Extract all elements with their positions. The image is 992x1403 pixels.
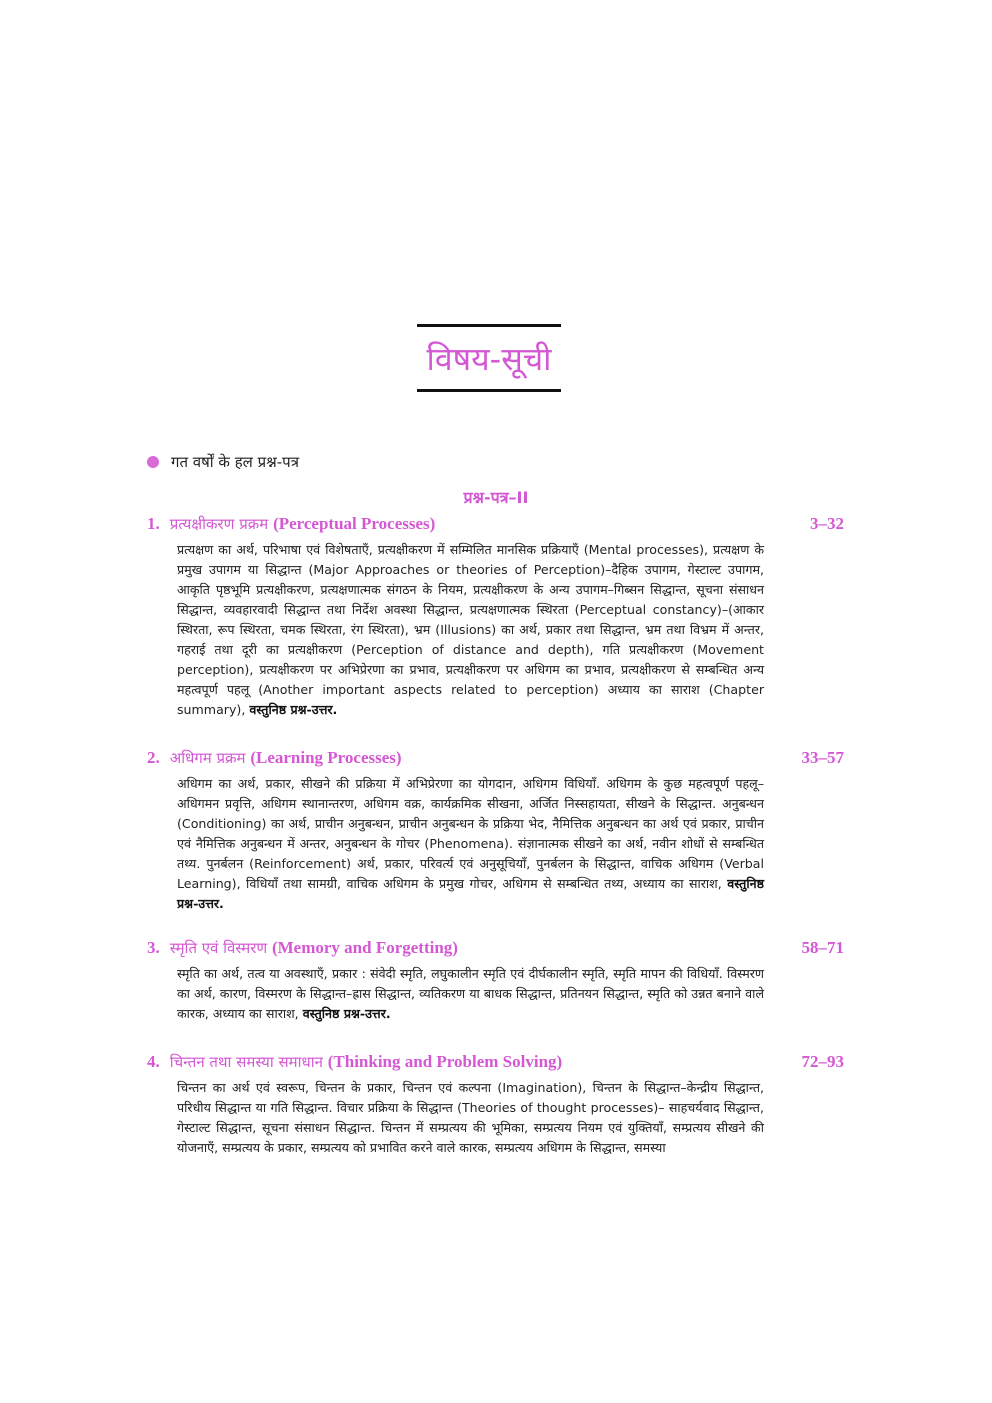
chapter-description-text: प्रत्यक्षण का अर्थ, परिभाषा एवं विशेषताएँ, प्रत्यक्षीकरण में सम्मिलित मानसिक प्रक्रियाएँ (Mental processes), प्रत्यक्षण के प्रमुख उपागम या सिद्धान्त (Major Approaches or theories of Perception)–दैहिक उपागम, गेस्टाल्ट उपागम, आकृति पृष्ठभूमि प्रत्यक्षीकरण, प्रत्यक्षणात्मक संगठन के नियम, प्रत्यक्षीकरण के अन्य उपागम–गिब्सन सिद्धान्त, सूचना संसाधन सिद्धान्त, व्यवहारवादी सिद्धान्त तथा निर्देश अवस्था सिद्धान्त, प्रत्यक्षणात्मक स्थिरता (Perceptual constancy)–(आकार स्थिरता, रूप स्थिरता, चमक स्थिरता, रंग स्थिरता), भ्रम (Illusions) का अर्थ, प्रकार तथा सिद्धान्त, भ्रम तथा विभ्रम में अन्तर, गहराई तथा दूरी का प्रत्यक्षीकरण (Perception of distance and depth), गति प्रत्यक्षीकरण (Movement perception), प्रत्यक्षीकरण पर अभिप्रेरणा का प्रभाव, प्रत्यक्षीकरण पर अधिगम का प्रभाव, प्रत्यक्षीकरण से सम्बन्धित अन्य महत्वपूर्ण पहलू (Another important aspects related to perception) अध्याय का साराश (Chapter summary), bbox=[177, 542, 764, 717]
chapter-objective-qa: वस्तुनिष्ठ प्रश्न-उत्तर. bbox=[249, 702, 338, 717]
chapter-title-english: (Thinking and Problem Solving) bbox=[327, 1052, 563, 1071]
chapter-title-english: (Perceptual Processes) bbox=[273, 514, 436, 533]
chapter-objective-qa: वस्तुनिष्ठ प्रश्न-उत्तर. bbox=[177, 876, 764, 911]
paper-heading: प्रश्न-पत्र–II bbox=[463, 488, 529, 507]
chapter-entry bbox=[147, 1052, 844, 1158]
chapter-number: 2. bbox=[147, 748, 160, 767]
previous-papers-label: गत वर्षों के हल प्रश्न-पत्र bbox=[171, 453, 299, 471]
chapter-entry bbox=[147, 514, 844, 720]
chapter-entry bbox=[147, 748, 844, 914]
page-title: विषय-सूची bbox=[426, 339, 552, 378]
chapter-page-range: 33–57 bbox=[801, 748, 844, 767]
chapter-number: 1. bbox=[147, 514, 160, 533]
chapter-heading[interactable] bbox=[147, 748, 844, 768]
chapter-heading[interactable] bbox=[147, 1052, 844, 1072]
chapter-title-hindi: स्मृति एवं विस्मरण bbox=[169, 939, 268, 957]
previous-papers-line bbox=[147, 452, 299, 472]
chapter-description bbox=[177, 540, 764, 720]
chapter-description bbox=[177, 1078, 764, 1158]
chapter-page-range: 58–71 bbox=[801, 938, 844, 957]
chapter-description bbox=[177, 774, 764, 914]
chapter-title-hindi: प्रत्यक्षीकरण प्रक्रम bbox=[169, 515, 269, 533]
chapter-title-english: (Memory and Forgetting) bbox=[271, 938, 458, 957]
chapter-title-english: (Learning Processes) bbox=[250, 748, 402, 767]
chapter-description-text: अधिगम का अर्थ, प्रकार, सीखने की प्रक्रिया में अभिप्रेरणा का योगदान, अधिगम विधियाँ. अधिगम के कुछ महत्वपूर्ण पहलू–अधिगमन प्रवृत्ति, अधिगम स्थानान्तरण, अधिगम वक्र, कार्यक्रमिक सीखना, अर्जित निस्सहायता, सीखने के सिद्धान्त. अनुबन्धन (Conditioning) का अर्थ, प्राचीन अनुबन्धन, प्राचीन अनुबन्धन के प्रक्रिया भेद, नैमित्तिक अनुबन्धन का अर्थ एवं प्रकार, प्राचीन एवं नैमित्तिक अनुबन्धन में अन्तर, अनुबन्धन के गोचर (Phenomena). संज्ञानात्मक सीखने का अर्थ, नवीन शोधों से सम्बन्धित तथ्य. पुनर्बलन (Reinforcement) अर्थ, प्रकार, परिवर्त्य एवं अनुसूचियाँ, पुनर्बलन के सिद्धान्त, वाचिक अधिगम (Verbal Learning), विधियाँ तथा सामग्री, वाचिक अधिगम के प्रमुख गोचर, अधिगम से सम्बन्धित तथ्य, अध्याय का साराश, bbox=[177, 776, 764, 891]
chapter-title-hindi: अधिगम प्रक्रम bbox=[169, 749, 246, 767]
chapter-entry bbox=[147, 938, 844, 1024]
chapter-page-range: 3–32 bbox=[810, 514, 844, 533]
page-title-box bbox=[417, 324, 561, 392]
chapter-heading[interactable] bbox=[147, 938, 844, 958]
bullet-icon bbox=[147, 456, 159, 468]
chapter-description-text: स्मृति का अर्थ, तत्व या अवस्थाएँ, प्रकार : संवेदी स्मृति, लघुकालीन स्मृति एवं दीर्घकालीन स्मृति, स्मृति मापन की विधियाँ. विस्मरण का अर्थ, कारण, विस्मरण के सिद्धान्त–ह्रास सिद्धान्त, व्यतिकरण या बाधक सिद्धान्त, प्रतिनयन सिद्धान्त, स्मृति को उन्नत बनाने वाले कारक, अध्याय का साराश, bbox=[177, 966, 764, 1021]
chapter-title-hindi: चिन्तन तथा समस्या समाधान bbox=[169, 1053, 323, 1071]
chapter-heading[interactable] bbox=[147, 514, 844, 534]
chapter-description bbox=[177, 964, 764, 1024]
chapter-number: 3. bbox=[147, 938, 160, 957]
chapter-number: 4. bbox=[147, 1052, 160, 1071]
chapter-page-range: 72–93 bbox=[801, 1052, 844, 1071]
chapter-objective-qa: वस्तुनिष्ठ प्रश्न-उत्तर. bbox=[302, 1006, 391, 1021]
chapter-description-text: चिन्तन का अर्थ एवं स्वरूप, चिन्तन के प्रकार, चिन्तन एवं कल्पना (Imagination), चिन्तन के सिद्धान्त–केन्द्रीय सिद्धान्त, परिधीय सिद्धान्त या गति सिद्धान्त. विचार प्रक्रिया के सिद्धान्त (Theories of thought processes)– साहचर्यवाद सिद्धान्त, गेस्टाल्ट सिद्धान्त, सूचना संसाधन सिद्धान्त. चिन्तन में सम्प्रत्यय की भूमिका, सम्प्रत्यय नियम एवं युक्तियाँ, सम्प्रत्यय सीखने की योजनाएँ, सम्प्रत्यय के प्रकार, सम्प्रत्यय को प्रभावित करने वाले कारक, सम्प्रत्यय अधिगम के सिद्धान्त, समस्या bbox=[177, 1080, 764, 1155]
